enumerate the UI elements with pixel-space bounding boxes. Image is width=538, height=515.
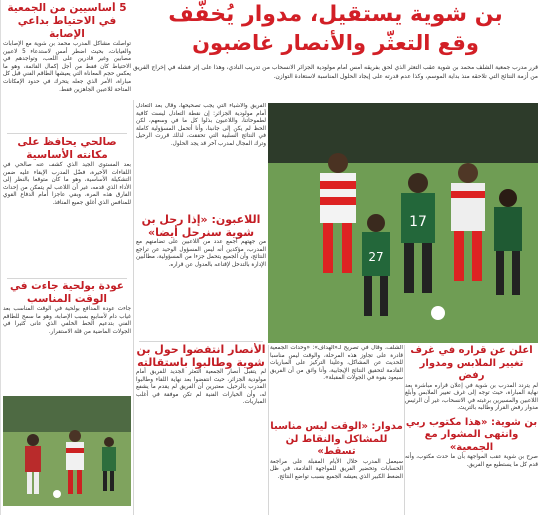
br-col1-title: أعلن عن قراره في غرف تغيير الملابس ومدوار رفض xyxy=(410,345,533,381)
left-story-2 xyxy=(3,136,131,276)
main-headline xyxy=(133,0,538,64)
left-story-1 xyxy=(3,2,131,130)
mid-story-fans xyxy=(136,343,266,513)
headline-line-1: بن شوية يستقيل، مدوار يُخفّف xyxy=(168,2,503,27)
mid-story-intro xyxy=(136,103,266,211)
left-story-3-title: عودة بولحية جاءت في الوقت المناسب xyxy=(10,280,124,305)
bottom-right-col-1 xyxy=(405,345,538,515)
mid-players-body: من جهتهم أجمع عدد من اللاعبين على تضامنهم مع المدرب، مؤكدين أنه ليس المسؤول الوحيد عن تراجع النتائج، وأن الجميع يتحمل جزءا من المسؤولية، مطالبين الإدارة بالتدخل لإقناعه بالعدول عن قراره. xyxy=(136,239,266,268)
left-football-photo xyxy=(3,396,131,506)
br-col2-body: الشلف، وقال في تصريح لـ«الهداف»: «وحدات الجمعية قادرة على تجاوز هذه المرحلة، والوقت ليس مناسبا للحديث عن المشاكل، وعلينا التركيز على المباريات القادمة لتحقيق النتائج الإيجابية، وأنا واثق من أن الفريق سيعود بقوة في الجولات المقبلة». xyxy=(270,345,403,382)
mid-fans-body: لم يتقبل أنصار الجمعية التعثر الجديد للفريق أمام مولودية الجزائر، حيث انتفضوا بعد نهاية اللقاء وطالبوا المدرب بالرحيل، معتبرين أن الفريق لم يقدم ما يشفع له، وأن الخيارات الفنية لم تكن موفقة في أغلب المباريات. xyxy=(136,369,266,406)
svg-text:27: 27 xyxy=(368,250,384,264)
lead-paragraph: قرر مدرب جمعية الشلف محمد بن شوية عقب التعثر الذي لحق بفريقه أمس أمام مولودية الجزائر الانسحاب من تدريب النادي، وهذا على إثر فشله في إخراج الفريق من أزمة النتائج التي تلاحقه منذ بداية الموسم، وكذا عدم قدرته على إيجاد الحلول المناسبة لاستعادة التوازن. xyxy=(133,64,538,80)
br-col1-title-2: بن شوية: «هذا مكتوب ربي وانتهى المشوار مع الجمعية» xyxy=(405,416,538,453)
main-match-photo xyxy=(268,103,538,343)
br-col2-title: مدوار: «الوقت ليس مناسبا للمشاكل والنقاط لن تسقط» xyxy=(270,421,403,457)
column-divider xyxy=(133,100,134,515)
mid-players-title: اللاعبون: «إذا رحل بن شوية سنرحل أيضا» xyxy=(141,213,261,239)
left-story-1-title: 5 أساسيين من الجمعية في الاحتياط بداعي الإصابة xyxy=(7,2,127,40)
mid-intro-body: الفريق والأشياء التي يجب تصحيحها، وقال بعد التعادل أمام مولودية الجزائر: إن نقطة التعادل ليست كافية لطموحاتنا، واللاعبون بذلوا كل ما في وسعهم، لكن الحظ لم يكن إلى جانبنا، وأنا أتحمل المسؤولية كاملة في النتائج السلبية التي تحققت، لذلك قررت الرحيل وترك المجال لمدرب آخر قد يجد الحلول. xyxy=(136,103,266,147)
left-story-3 xyxy=(3,280,131,394)
br-col3-body: سيعمل المدرب خلال الأيام المقبلة على مراجعة الحسابات وتحضير الفريق للمواجهة القادمة، في ظل الضغط الكبير الذي يعيشه الجميع بسبب تواضع النتائج. xyxy=(270,458,403,480)
divider xyxy=(7,278,127,279)
match-photo-illustration xyxy=(268,103,538,343)
headline-line-2: وقع التعثّر والأنصار غاضبون xyxy=(192,31,479,55)
players-photo-illustration xyxy=(3,396,131,506)
mid-fans-title: الأنصار انتفضوا حول بن شوية وطالبوا باستقالته xyxy=(136,343,266,369)
left-story-3-body: جاءت عودة المدافع بولحية في الوقت المناسب بعد غياب دام لأسابيع بسبب الإصابة، وهو ما سمح للطاقم الفني بتدعيم الخط الخلفي الذي عانى كثيرا في الجولات الماضية من قلة الاستقرار. xyxy=(3,306,131,335)
br-col1-body: لم يتردد المدرب بن شوية في إعلان قراره مباشرة بعد نهاية المباراة، حيث توجه إلى غرف تغيير الملابس وأبلغ اللاعبين والمسيرين برغبته في الانسحاب، غير أن الرئيس مدوار رفض القرار وطالبه بالتريث. xyxy=(405,382,538,412)
left-column xyxy=(0,0,133,515)
divider xyxy=(139,341,263,342)
left-story-2-body: بعد المستوى الجيد الذي كشف عنه صالحي في اللقاءات الأخيرة، فضّل المدرب الإبقاء عليه ضمن التشكيلة الأساسية، وهو ما كان متوقعا بالنظر إلى الأداء الذي قدمه، غير أن اللاعب لم يتمكن من إحداث الفارق هذه المرة، وبقي عاجزا أمام الدفاع القوي للمنافس الذي أغلق جميع المنافذ. xyxy=(3,162,131,206)
br-col1-body-2: صرح بن شوية عقب المواجهة بأن ما حدث مكتوب، وأنه قدم كل ما يستطيع مع الفريق. xyxy=(405,454,538,468)
divider xyxy=(7,133,127,134)
left-story-2-title: صالحي يحافظ على مكانته الأساسية xyxy=(17,136,117,161)
column-divider xyxy=(404,345,405,515)
left-story-1-body: تواصلت مشاكل المدرب محمد بن شوية مع الإصابات والغيابات، بحيث اضطر أمس لاستدعاء 5 لاعبين مصابين وغير قادرين على اللعب، وتواجدهم في الاحتياط كان فقط من أجل إكمال القائمة، وهو ما يعكس حجم المعاناة التي يعيشها الطاقم الفني قبل كل مباراة، الأمر الذي جعله يتحرك في حدود الإمكانات المتاحة للاعبين الجاهزين فقط. xyxy=(3,41,131,93)
mid-story-players xyxy=(136,213,266,338)
middle-column xyxy=(133,103,268,515)
svg-text:17: 17 xyxy=(409,214,427,230)
column-divider xyxy=(268,345,269,515)
bottom-right-col-2 xyxy=(270,345,403,515)
